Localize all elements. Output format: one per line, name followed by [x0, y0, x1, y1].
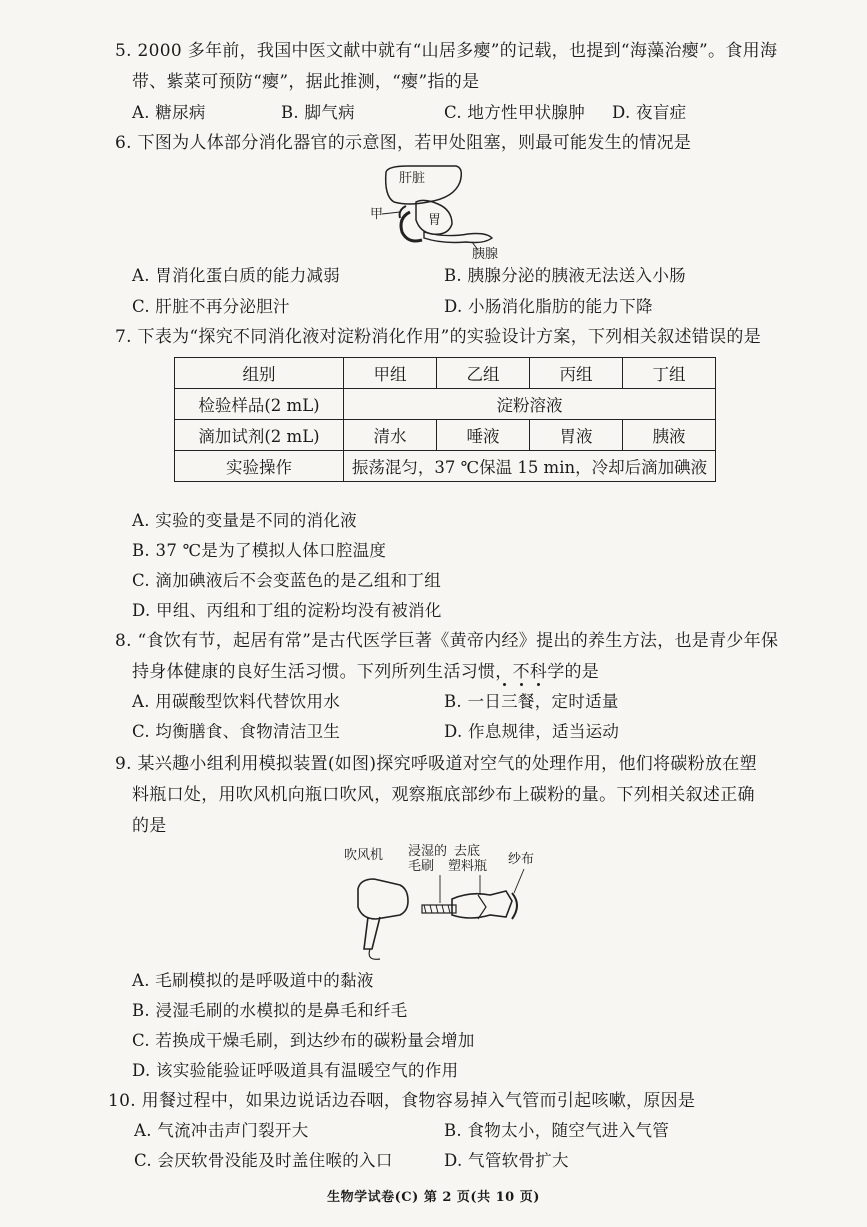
q7-option-a: A. 实验的变量是不同的消化液	[132, 511, 357, 530]
digestive-organs-figure	[368, 162, 518, 262]
figure-label-jia: 甲	[370, 207, 384, 222]
q5-option-d: D. 夜盲症	[612, 103, 687, 122]
q9-option-b: B. 浸湿毛刷的水模拟的是鼻毛和纤毛	[132, 1001, 408, 1020]
experiment-table	[174, 357, 716, 482]
q10-option-b: B. 食物太小，随空气进入气管	[444, 1121, 670, 1140]
q6-option-d: D. 小肠消化脂肪的能力下降	[444, 297, 653, 316]
q8-option-d: D. 作息规律，适当运动	[444, 722, 620, 741]
q9-option-d: D. 该实验能验证呼吸道具有温暖空气的作用	[132, 1061, 459, 1080]
figure-label-liver: 肝脏	[399, 171, 426, 186]
table-row	[175, 451, 716, 482]
table-cell: 检验样品(2 mL)	[175, 389, 344, 420]
q5-option-a: A. 糖尿病	[132, 103, 206, 122]
figure-label-bottle-line2: 塑料瓶	[448, 859, 488, 874]
table-cell: 振荡混匀，37 ℃保温 15 min，冷却后滴加碘液	[344, 451, 716, 482]
q10-option-a: A. 气流冲击声门裂开大	[134, 1121, 309, 1140]
q5-stem-line1: 5. 2000 多年前，我国中医文献中就有“山居多瘿”的记载，也提到“海藻治瘿”。食用海	[115, 41, 778, 61]
figure-label-stomach: 胃	[428, 213, 442, 228]
q8-option-a: A. 用碳酸型饮料代替饮用水	[132, 692, 341, 711]
table-cell: 实验操作	[175, 451, 344, 482]
q7-stem: 7. 下表为“探究不同消化液对淀粉消化作用”的实验设计方案，下列相关叙述错误的是	[115, 327, 762, 347]
q10-stem: 10. 用餐过程中，如果边说话边吞咽，食物容易掉入气管而引起咳嗽，原因是	[108, 1091, 696, 1111]
q9-stem-line3: 的是	[132, 816, 167, 836]
q9-option-c: C. 若换成干燥毛刷，到达纱布的碳粉量会增加	[132, 1031, 475, 1050]
table-header-cell: 乙组	[436, 358, 529, 389]
q8-stem-line2: 持身体健康的良好生活习惯。下列所列生活习惯，不科学的是	[132, 662, 600, 682]
table-cell: 滴加试剂(2 mL)	[175, 420, 344, 451]
table-cell: 清水	[344, 420, 437, 451]
table-header-cell: 组别	[175, 358, 344, 389]
emphasis-dot	[503, 683, 506, 686]
table-row	[175, 358, 716, 389]
table-header-cell: 丙组	[529, 358, 622, 389]
figure-label-dryer: 吹风机	[344, 848, 384, 863]
q9-stem-line2: 料瓶口处，用吹风机向瓶口吹风，观察瓶底部纱布上碳粉的量。下列相关叙述正确	[132, 785, 755, 805]
emphasis-dot	[537, 683, 540, 686]
table-cell: 淀粉溶液	[344, 389, 716, 420]
q8-option-c: C. 均衡膳食、食物清洁卫生	[132, 722, 341, 741]
table-cell: 胰液	[622, 420, 715, 451]
q7-option-b: B. 37 ℃是为了模拟人体口腔温度	[132, 541, 387, 560]
q9-option-a: A. 毛刷模拟的是呼吸道中的黏液	[132, 971, 374, 990]
figure-label-brush-line2: 毛刷	[408, 859, 435, 874]
table-header-cell: 丁组	[622, 358, 715, 389]
q8-option-b: B. 一日三餐，定时适量	[444, 692, 619, 711]
q8-stem-line1: 8. “食饮有节，起居有常”是古代医学巨著《黄帝内经》提出的养生方法，也是青少年保	[115, 631, 779, 651]
table-header-cell: 甲组	[344, 358, 437, 389]
emphasis-dot	[520, 683, 523, 686]
q10-option-c: C. 会厌软骨没能及时盖住喉的入口	[134, 1151, 393, 1170]
respiratory-model-figure	[340, 845, 550, 965]
q7-option-d: D. 甲组、丙组和丁组的淀粉均没有被消化	[132, 601, 442, 620]
figure-label-pancreas: 胰腺	[472, 247, 499, 262]
q7-option-c: C. 滴加碘液后不会变蓝色的是乙组和丁组	[132, 571, 442, 590]
q6-option-a: A. 胃消化蛋白质的能力减弱	[132, 266, 341, 285]
q10-option-d: D. 气管软骨扩大	[444, 1151, 569, 1170]
q5-stem-line2: 带、紫菜可预防“瘿”，据此推测，“瘿”指的是	[132, 72, 480, 92]
q6-option-c: C. 肝脏不再分泌胆汁	[132, 297, 290, 316]
q6-option-b: B. 胰腺分泌的胰液无法送入小肠	[444, 266, 686, 285]
figure-label-gauze: 纱布	[508, 852, 535, 867]
q5-option-b: B. 脚气病	[281, 103, 355, 122]
figure-label-bottle-line1: 去底	[454, 844, 481, 859]
table-row	[175, 420, 716, 451]
table-cell: 胃液	[529, 420, 622, 451]
q9-stem-line1: 9. 某兴趣小组利用模拟装置(如图)探究呼吸道对空气的处理作用，他们将碳粉放在塑	[115, 754, 757, 774]
page-footer: 生物学试卷(C) 第 2 页(共 10 页)	[327, 1190, 540, 1205]
table-cell: 唾液	[436, 420, 529, 451]
q6-stem: 6. 下图为人体部分消化器官的示意图，若甲处阻塞，则最可能发生的情况是	[115, 133, 692, 153]
table-row	[175, 389, 716, 420]
figure-label-brush-line1: 浸湿的	[408, 844, 448, 859]
q5-option-c: C. 地方性甲状腺肿	[444, 103, 586, 122]
